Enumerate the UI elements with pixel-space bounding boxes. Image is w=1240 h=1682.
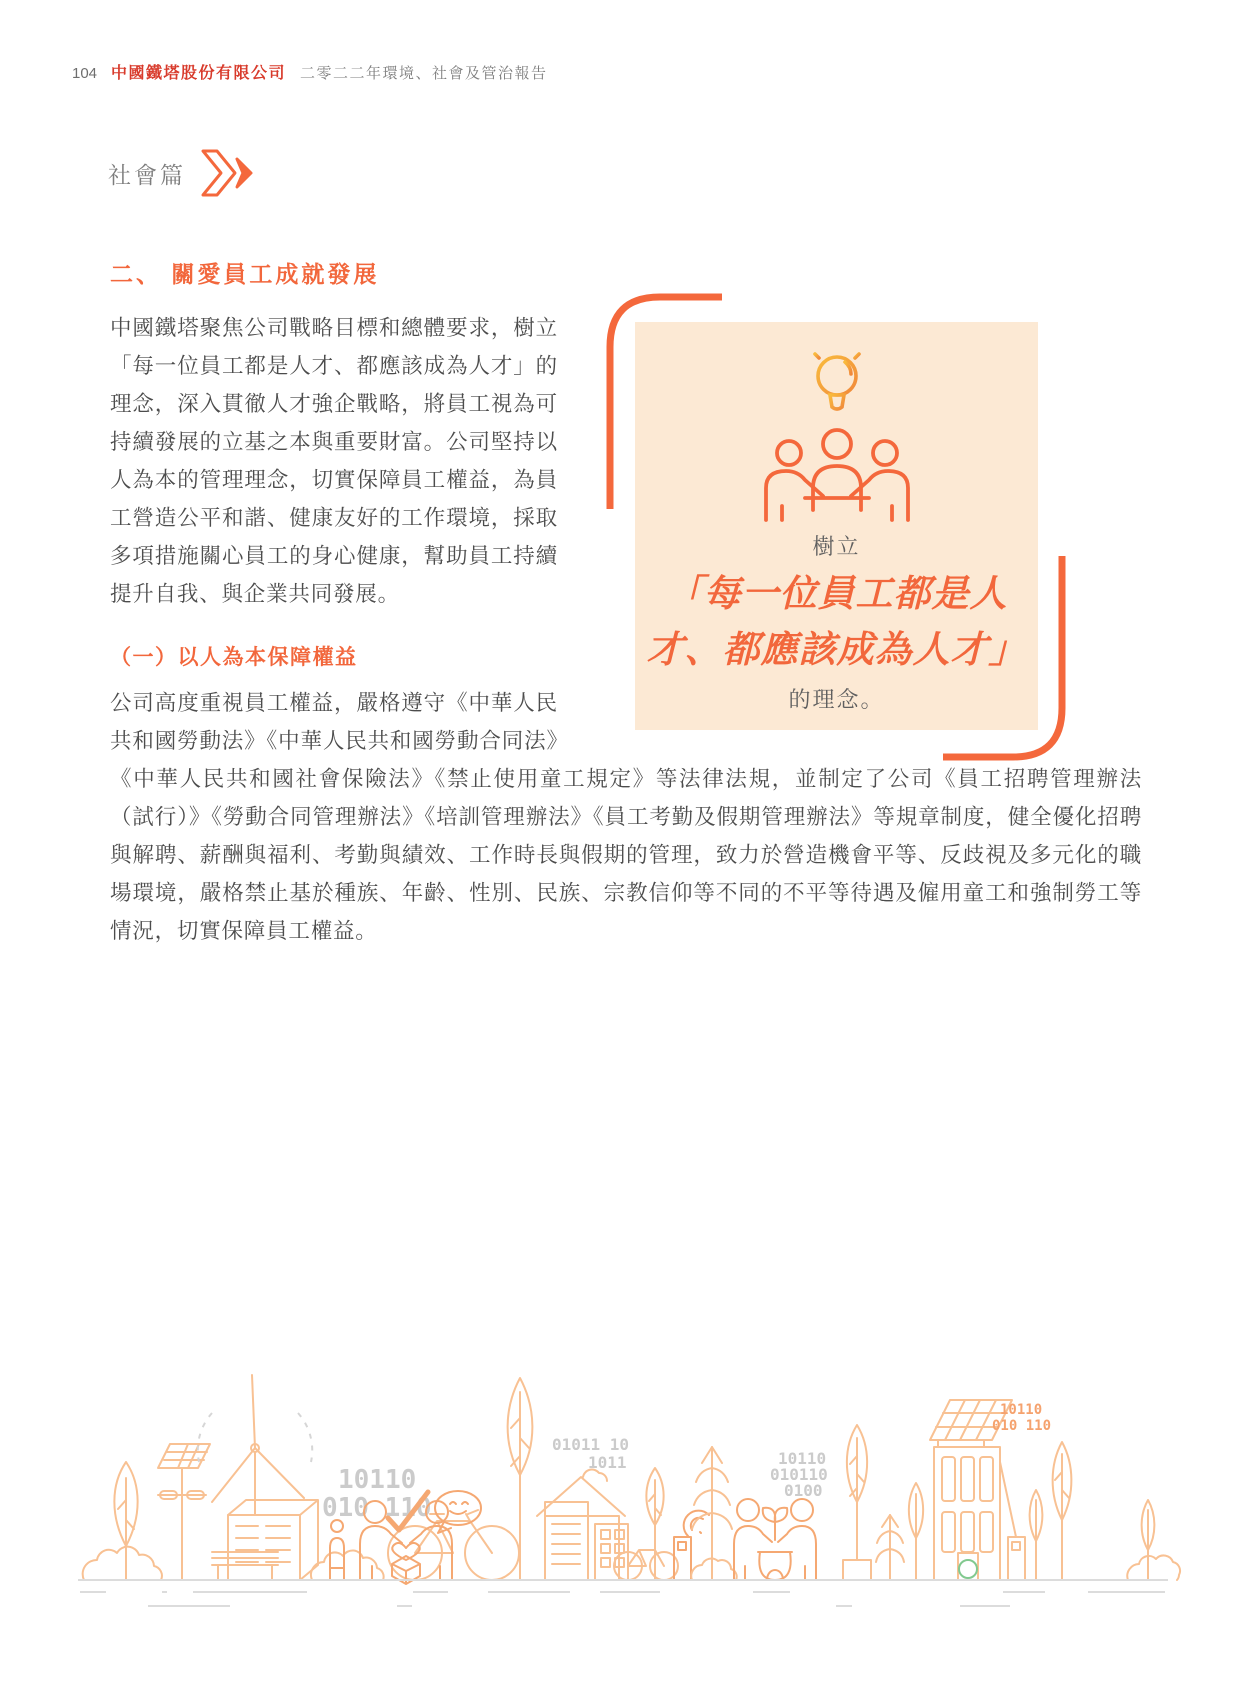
seedling-people-icon bbox=[734, 1499, 816, 1580]
binary-label-3 bbox=[770, 1449, 828, 1500]
subsection-paragraph: 公司高度重視員工權益，嚴格遵守《中華人民共和國勞動法》《中華人民共和國勞動合同法》《中華人民共和國社會保險法》《禁止使用童工規定》等法律法規，並制定了公司《員工招聘管理辦法（試行）》《勞動合同管理辦法》《培訓管理辦法》《員工考勤及假期管理辦法》等規章制度，健全優化招聘與解聘、薪酬與福利、考勤與績效、工作時長與假期的管理，致力於營造機會平等、反歧視及多元化的職場環境，嚴格禁止基於種族、年齡、性別、民族、宗教信仰等不同的不平等待遇及僱用童工和強制勞工等情況，切實保障員工權益。 bbox=[110, 691, 1142, 943]
ground-dashes bbox=[80, 1592, 1165, 1606]
page-number: 104 bbox=[72, 65, 98, 82]
eco-cityscape-illustration bbox=[0, 1272, 1240, 1622]
bush-icon bbox=[691, 1558, 736, 1580]
wifi-bollard-icon bbox=[674, 1511, 709, 1580]
callout-outro: 的理念。 bbox=[788, 687, 885, 712]
poplar-tree-icon bbox=[1053, 1442, 1072, 1580]
svg-text:1011: 1011 bbox=[588, 1453, 627, 1472]
svg-text:10110: 10110 bbox=[778, 1449, 827, 1468]
solar-street-lamp-icon bbox=[158, 1444, 210, 1580]
bush-icon bbox=[83, 1547, 162, 1580]
binary-label-4 bbox=[992, 1402, 1051, 1434]
tree-icon bbox=[114, 1462, 137, 1580]
subsection-heading: （一）以人為本保障權益 bbox=[110, 646, 358, 669]
svg-text:10110: 10110 bbox=[1000, 1402, 1043, 1418]
pine-tree-icon bbox=[876, 1515, 904, 1580]
tree-icon bbox=[1142, 1500, 1155, 1580]
callout-intro: 樹立 bbox=[812, 534, 861, 559]
chapter-title: 社會篇 bbox=[108, 161, 186, 188]
section-paragraph: 中國鐵塔聚焦公司戰略目標和總體要求，樹立「每一位員工都是人才、都應該成為人才」的理念，深入貫徹人才強企戰略，將員工視為可持續發展的立基之本與重要財富。公司堅持以人為本的管理理念，切實保障員工權益，為員工營造公平和諧、健康友好的工作環境，採取多項措施關心員工的身心健康，幫助員工持續提升自我、與企業共同發展。 bbox=[110, 316, 558, 606]
poplar-tree-icon bbox=[508, 1378, 533, 1580]
company-name: 中國鐵塔股份有限公司 bbox=[111, 65, 287, 82]
team-icon bbox=[749, 426, 925, 522]
svg-text:0100: 0100 bbox=[784, 1481, 823, 1500]
tree-icon bbox=[909, 1483, 923, 1580]
tree-icon bbox=[646, 1468, 663, 1580]
svg-text:010 110: 010 110 bbox=[322, 1493, 432, 1523]
callout-quote bbox=[647, 566, 1027, 678]
bench-icon bbox=[212, 1552, 278, 1580]
section-heading: 二、 關愛員工成就發展 bbox=[110, 261, 380, 287]
binary-label-2 bbox=[552, 1435, 629, 1472]
svg-text:010110: 010110 bbox=[770, 1465, 828, 1484]
svg-text:010 110: 010 110 bbox=[992, 1418, 1052, 1434]
chapter-banner bbox=[108, 146, 258, 200]
callout-quote-line1: 「每一位員工都是人 bbox=[665, 573, 1008, 614]
page-header bbox=[72, 60, 548, 83]
tree-icon bbox=[1030, 1490, 1043, 1580]
double-chevron-icon bbox=[196, 146, 258, 200]
wind-turbine-icon bbox=[198, 1375, 312, 1515]
callout-quote-line2: 才、都應該成為人才」 bbox=[646, 629, 1027, 670]
lightbulb-icon bbox=[785, 338, 889, 420]
talent-philosophy-callout bbox=[635, 322, 1038, 730]
report-title: 二零二二年環境、社會及管治報告 bbox=[300, 65, 548, 82]
binary-label-1 bbox=[322, 1465, 432, 1523]
svg-text:10110: 10110 bbox=[338, 1465, 417, 1495]
svg-text:01011 10: 01011 10 bbox=[552, 1435, 630, 1454]
pedestrian-figure-icon bbox=[330, 1520, 344, 1580]
tree-icon bbox=[843, 1425, 871, 1580]
bush-icon bbox=[1127, 1555, 1180, 1580]
